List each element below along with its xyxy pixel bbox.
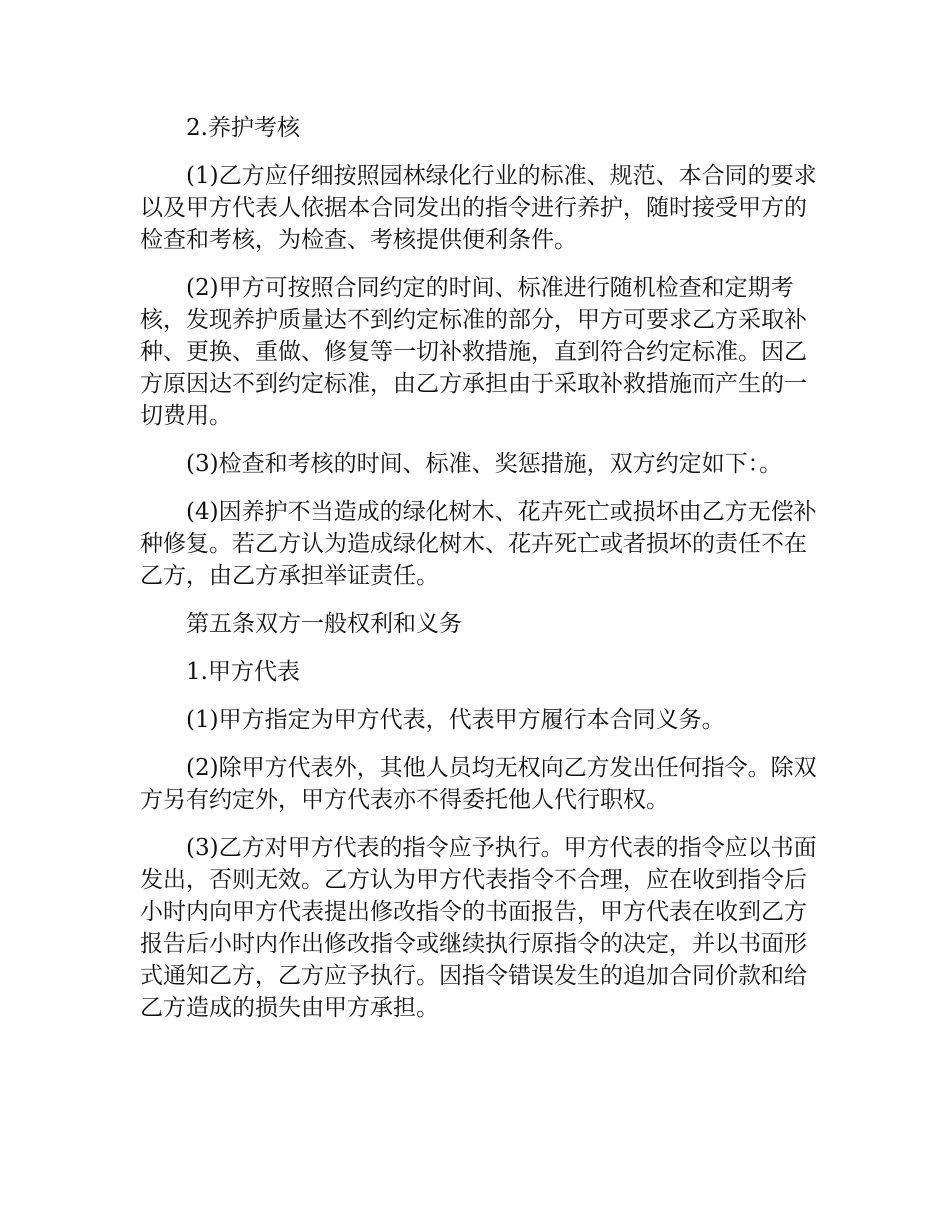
representative-clause-1: (1)甲方指定为甲方代表，代表甲方履行本合同义务。	[186, 707, 725, 733]
clause-paragraph-3: (3)检查和考核的时间、标准、奖惩措施，双方约定如下：。	[186, 451, 783, 477]
representative-clause-2: (2)除甲方代表外，其他人员均无权向乙方发出任何指令。除双方另有约定外，甲方代表亦不得委托他人代行职权。	[140, 755, 817, 813]
document-body	[140, 112, 820, 1040]
clause-paragraph-4: (4)因养护不当造成的绿化树木、花卉死亡或损坏由乙方无偿补种修复。若乙方认为造成绿化树木、花卉死亡或者损坏的责任不在乙方，由乙方承担举证责任。	[140, 499, 817, 589]
representative-clause-3: (3)乙方对甲方代表的指令应予执行。甲方代表的指令应以书面发出，否则无效。乙方认为甲方代表指令不合理，应在收到指令后小时内向甲方代表提出修改指令的书面报告，甲方代表在收到乙方报告后小时内作出修改指令或继续执行原指令的决定，并以书面形式通知乙方，乙方应予执行。因指令错误发生的追加合同价款和给乙方造成的损失由甲方承担。	[140, 835, 817, 1021]
section-heading-maintenance-assessment: 2.养护考核	[186, 115, 300, 141]
clause-paragraph-2: (2)甲方可按照合同约定的时间、标准进行随机检查和定期考核，发现养护质量达不到约定标准的部分，甲方可要求乙方采取补种、更换、重做、修复等一切补救措施，直到符合约定标准。因乙方原因达不到约定标准，由乙方承担由于采取补救措施而产生的一切费用。	[140, 275, 807, 429]
clause-paragraph-1: (1)乙方应仔细按照园林绿化行业的标准、规范、本合同的要求以及甲方代表人依据本合同发出的指令进行养护，随时接受甲方的检查和考核，为检查、考核提供便利条件。	[140, 163, 817, 253]
article-heading-rights-obligations: 第五条双方一般权利和义务	[186, 611, 462, 637]
section-heading-party-a-representative: 1.甲方代表	[186, 659, 300, 685]
